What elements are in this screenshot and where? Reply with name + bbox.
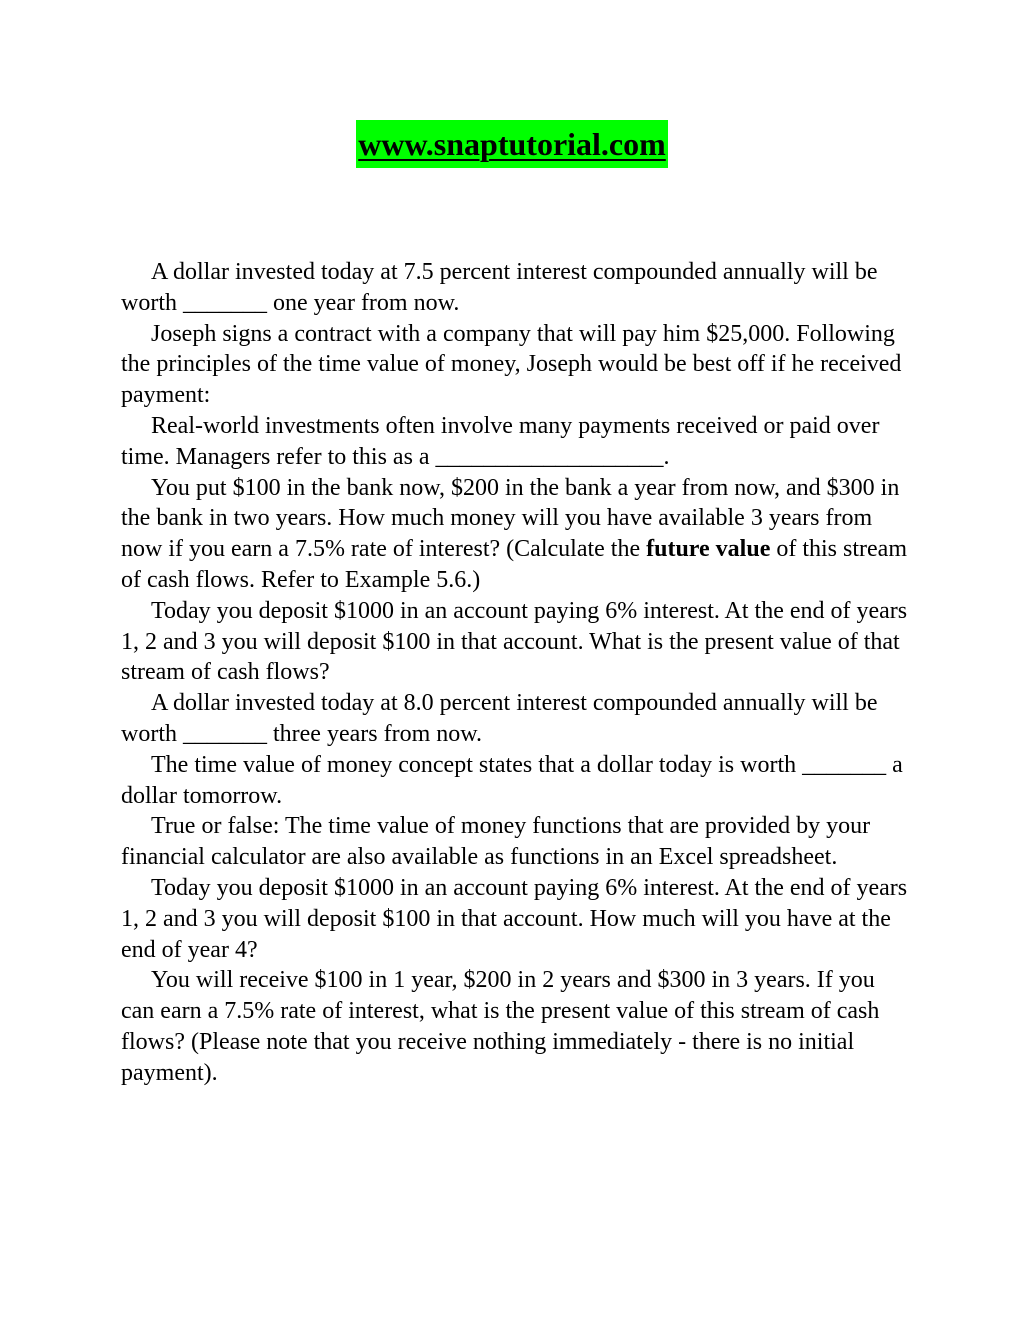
header bbox=[0, 120, 1024, 168]
question-3: Real-world investments often involve many payments received or paid over time. Managers refer to this as a ___________________. bbox=[121, 412, 880, 470]
question-9: Today you deposit $1000 in an account paying 6% interest. At the end of years 1, 2 and 3 you will deposit $100 in that account. How much will you have at the end of year 4? bbox=[121, 874, 908, 963]
question-4-text-start: You put $100 in the bank now, $200 in the bank a year from now, and $300 in the bank in two years. How much money will you have available 3 years from now if you earn a 7.5% rate of interest? (Calculate the bbox=[121, 474, 900, 563]
question-7: The time value of money concept states that a dollar today is worth _______ a dollar tomorrow. bbox=[121, 751, 903, 809]
question-4 bbox=[121, 473, 911, 596]
question-4-emphasis: future value bbox=[646, 536, 771, 563]
question-8: True or false: The time value of money functions that are provided by your financial calculator are also available as functions in an Excel spreadsheet. bbox=[121, 813, 871, 871]
question-6: A dollar invested today at 8.0 percent interest compounded annually will be worth _______ three years from now. bbox=[121, 690, 878, 747]
question-2: Joseph signs a contract with a company that will pay him $25,000. Following the principles of the time value of money, Joseph would be best off if he received payment: bbox=[121, 320, 902, 409]
site-link[interactable]: www.snaptutorial.com bbox=[356, 120, 668, 168]
question-10: You will receive $100 in 1 year, $200 in 2 years and $300 in 3 years. If you can earn a 7.5% rate of interest, what is the present value of this stream of cash flows? (Please note that you receive nothing immediately - there is no initial payment). bbox=[121, 967, 880, 1086]
question-1: A dollar invested today at 7.5 percent interest compounded annually will be worth _______ one year from now. bbox=[121, 259, 878, 316]
question-4-text-end: of this stream of cash flows. Refer to Example 5.6.) bbox=[121, 536, 907, 593]
question-list bbox=[121, 257, 911, 1089]
question-5: Today you deposit $1000 in an account paying 6% interest. At the end of years 1, 2 and 3 you will deposit $100 in that account. What is the present value of that stream of cash flows? bbox=[121, 597, 908, 686]
